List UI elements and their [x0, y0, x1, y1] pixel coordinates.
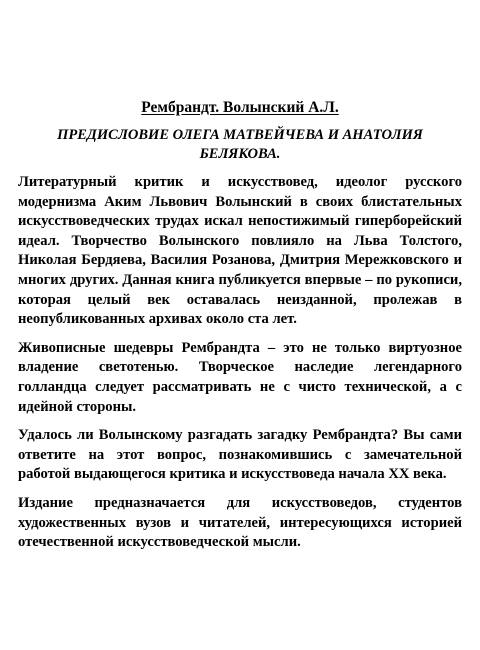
document-title: Рембрандт. Волынский А.Л.: [141, 99, 339, 116]
paragraph-audience: Издание предназначается для искусствоведов, студентов художественных вузов и читателей, интересующихся историей отечественной искусствоведческой мысли.: [18, 494, 462, 551]
paragraph-rembrandt-legacy: Живописные шедевры Рембрандта – это не только виртуозное владение светотенью. Творческое наследие легендарного голландца следует рассматривать не с чисто технической, а с идейной стороны.: [18, 339, 462, 415]
paragraph-author-intro: Литературный критик и искусствовед, идеолог русского модернизма Аким Львович Волынский в своих блистательных искусствоведческих трудах искал непостижимый гиперборейский идеал. Творчество Волынского повлияло на Льва Толстого, Николая Бердяева, Василия Розанова, Дмитрия Мережковского и многих других. Данная книга публикуется впервые – по рукописи, которая целый век оставалась неизданной, пролежав в неопубликованных архивах около ста лет.: [18, 174, 462, 328]
document-content: [18, 98, 462, 562]
paragraph-riddle-question: Удалось ли Волынскому разгадать загадку Рембрандта? Вы сами ответите на этот вопрос, познакомившись с замечательной работой выдающегося критика и искусствоведа начала XX века.: [18, 427, 462, 483]
document-subtitle: ПРЕДИСЛОВИЕ ОЛЕГА МАТВЕЙЧЕВА И АНАТОЛИЯ БЕЛЯКОВА.: [57, 127, 423, 162]
